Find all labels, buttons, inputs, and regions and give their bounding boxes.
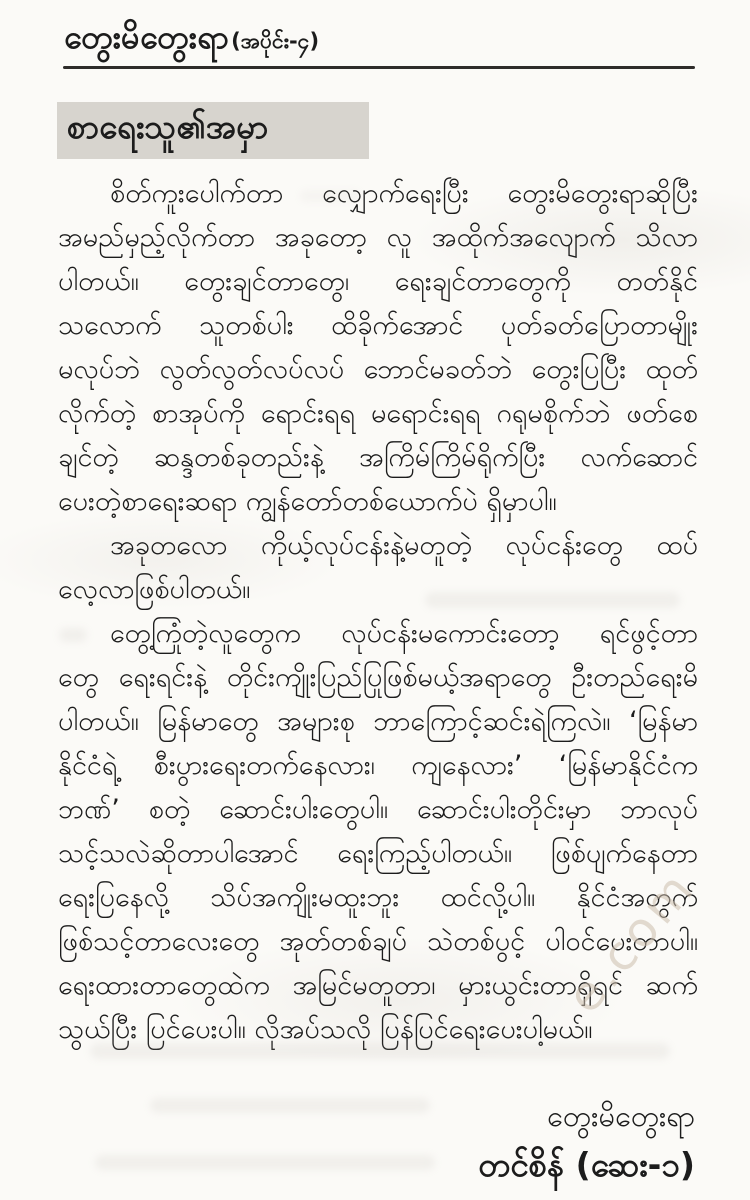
text-line: လေ့လာဖြစ်ပါတယ်။	[58, 574, 251, 605]
text-line: စိတ်ကူးပေါက်တာ လျှောက်ရေးပြီး တွေးမိတွေးရာဆိုပြီး	[110, 178, 698, 209]
show-through-ghost-text	[425, 592, 680, 608]
running-header	[64, 16, 319, 64]
text-line: ပါတယ်။ တွေးချင်တာတွေ၊ ရေးချင်တာတွေကို တတ်နိုင်	[58, 266, 698, 297]
text-line: မလုပ်ဘဲ လွတ်လွတ်လပ်လပ် ဘောင်မခတ်ဘဲ တွေးပြပြီး ထုတ်	[58, 354, 698, 385]
signature-author: တင်စိန် (ဆေး-၁)	[478, 1145, 695, 1184]
text-line: ဖြစ်သင့်တာလေးတွေ အုတ်တစ်ချပ် သဲတစ်ပွင့် ပါဝင်ပေးတာပါ။	[58, 926, 698, 957]
text-line: သွယ်ပြီး ပြင်ပေးပါ။ လိုအပ်သလို ပြန်ပြင်ရေးပေးပါ့မယ်။	[58, 1014, 593, 1045]
text-line: သင့်သလဲဆိုတာပါအောင် ရေးကြည့်ပါတယ်။ ဖြစ်ပျက်နေတာ	[58, 838, 698, 869]
watermark-text: e.com	[556, 859, 707, 1024]
section-heading: စာရေးသူ၏အမှာ	[67, 107, 269, 146]
body-text	[58, 172, 698, 1052]
text-line: ရေးပြနေလို့ သိပ်အကျိုးမထူးဘူး ထင်လို့ပါ။ နိုင်ငံအတွက်	[58, 882, 698, 913]
show-through-ghost-text	[90, 1043, 670, 1059]
book-part-label: (အပိုင်း-၄)	[231, 29, 320, 53]
signature-block	[478, 1096, 695, 1188]
show-through-ghost-text	[59, 628, 87, 642]
text-line: ပါတယ်။ မြန်မာတွေ အများစု ဘာကြောင့်ဆင်းရဲကြလဲ။ ‘မြန်မာ	[58, 706, 698, 737]
text-line: ပေးတဲ့စာရေးဆရာ ကျွန်တော်တစ်ယောက်ပဲ ရှိမှာပါ။	[58, 486, 557, 517]
text-line: သလောက် သူတစ်ပါး ထိခိုက်အောင် ပုတ်ခတ်ပြောတာမျိုး	[58, 310, 698, 341]
text-line: တွေ ရေးရင်းနဲ့ တိုင်းကျိုးပြည်ပြုဖြစ်မယ့်အရာတွေ ဦးတည်ရေးမိ	[58, 662, 698, 693]
signature-book-title: တွေးမိတွေးရာ	[547, 1099, 695, 1133]
show-through-ghost-text	[95, 1155, 435, 1170]
text-line: အခုတလော ကိုယ့်လုပ်ငန်းနဲ့မတူတဲ့ လုပ်ငန်းတွေ ထပ်	[110, 530, 698, 561]
paragraph	[58, 172, 698, 524]
text-line: နိုင်ငံရဲ့ စီးပွားရေးတက်နေလား၊ ကျနေလား’ ‘မြန်မာနိုင်ငံက	[58, 750, 698, 781]
text-line: ရေးထားတာတွေထဲက အမြင်မတူတာ၊ မှားယွင်းတာရှိရင် ဆက်	[58, 970, 698, 1001]
text-line: လိုက်တဲ့ စာအုပ်ကို ရောင်းရရ မရောင်းရရ ဂရုမစိုက်ဘဲ ဖတ်စေ	[58, 398, 698, 429]
section-heading-box	[57, 102, 369, 159]
show-through-ghost-text	[300, 190, 360, 202]
text-line: တွေ့ကြုံတဲ့လူတွေက လုပ်ငန်းမကောင်းတော့ ရင်ဖွင့်တာ	[110, 618, 698, 649]
text-line: အမည်မှည့်လိုက်တာ အခုတော့ လူ အထိုက်အလျောက် သိလာ	[58, 222, 698, 253]
paragraph	[58, 612, 698, 1052]
text-line: ချင်တဲ့ ဆန္ဒတစ်ခုတည်းနဲ့ အကြိမ်ကြိမ်ရိုက်ပြီး လက်ဆောင်	[58, 442, 698, 473]
book-title: တွေးမိတွေးရာ	[64, 18, 230, 56]
header-rule	[63, 66, 695, 69]
show-through-ghost-text	[150, 1098, 430, 1113]
text-line: ဘဏ်’ စတဲ့ ဆောင်းပါးတွေပါ။ ဆောင်းပါးတိုင်းမှာ ဘာလုပ်	[58, 794, 698, 825]
